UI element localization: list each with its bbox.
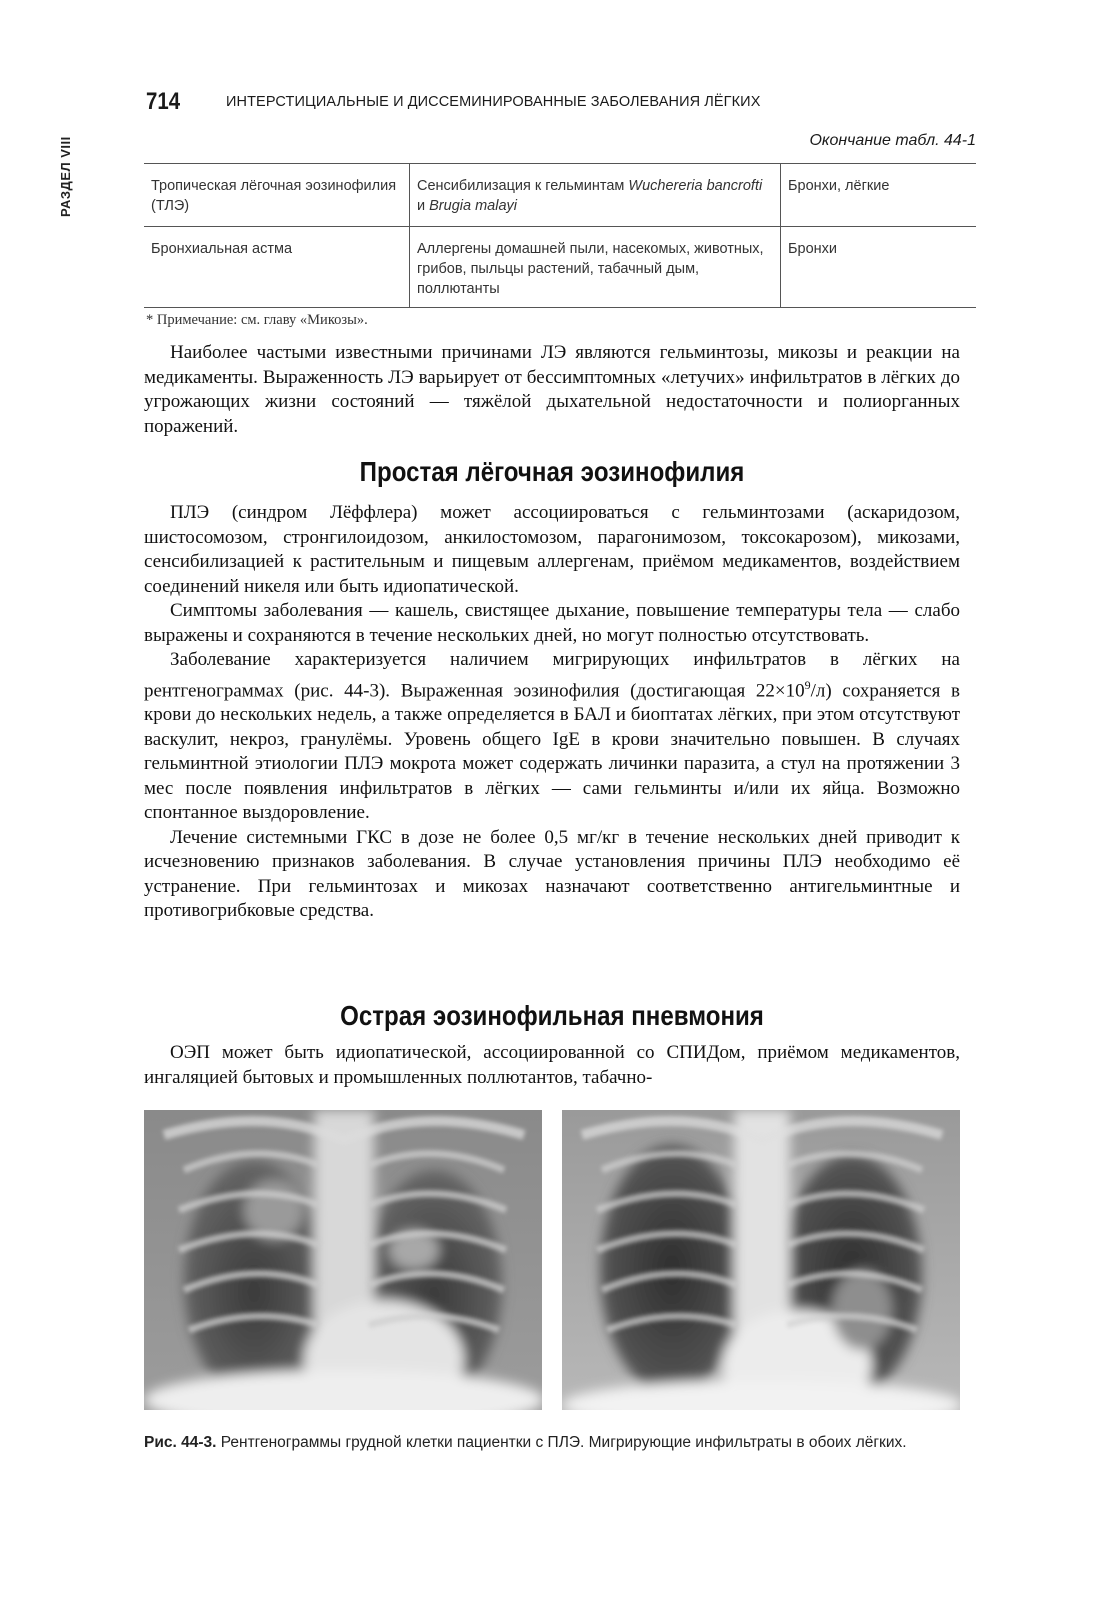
table-cell-organ: Бронхи, лёгкие — [781, 164, 977, 227]
section-side-label: РАЗДЕЛ VIII — [58, 136, 73, 218]
cause-prefix: Сенсибилизация к гельминтам — [417, 178, 629, 194]
table-footnote: * Примечание: см. главу «Микозы». — [146, 312, 368, 328]
paragraph-segment: /л) сохраняется в крови до нескольких недель, а также определяется в БАЛ и биоптатах лёгких, при этом отсутствуют васкулит, некроз, гранулёмы. Уровень общего IgE в крови значительно повышен. В случаях гельминтной этиологии ПЛЭ мокрота может содержать личинки паразита, а стул на протяжении 3 мес после появления инфильтратов в лёгких — сами гельминты и/или их яйца. Возможно спонтанное выздоровление. — [144, 679, 960, 824]
body-paragraph: ПЛЭ (синдром Лёффлера) может ассоциироваться с гельминтозами (аскаридозом, шистосомозом, стронгилоидозом, анкилостомозом, парагонимозом, токсокарозом), микозами, сенсибилизацией к растительным и пищевым аллергенам, приёмом медикаментов, воздействием соединений никеля или быть идиопатической. — [144, 502, 960, 597]
species-name: Brugia malayi — [429, 198, 517, 214]
intro-paragraph-block — [144, 341, 960, 439]
chest-xray-right — [562, 1110, 960, 1410]
table-cell-cause — [410, 164, 781, 227]
table-row — [144, 164, 976, 227]
section-ple-body — [144, 501, 960, 924]
species-name: Wuchereria bancrofti — [628, 178, 763, 194]
body-paragraph: Наиболее частыми известными причинами ЛЭ являются гельминтозы, микозы и реакции на медикаменты. Выраженность ЛЭ варьирует от бессимптомных «летучих» инфильтратов в лёгких до угрожающих жизни состояний — тяжёлой дыхательной недостаточности и полиорганных поражений. — [144, 342, 960, 437]
figure-label: Рис. 44-3. — [144, 1434, 217, 1451]
table-cell-organ: Бронхи — [781, 227, 977, 308]
body-paragraph: Симптомы заболевания — кашель, свистящее дыхание, повышение температуры тела — слабо выражены и сохраняются в течение нескольких дней, но могут полностью отсутствовать. — [144, 600, 960, 646]
body-paragraph — [144, 648, 960, 826]
table-caption: Окончание табл. 44-1 — [809, 132, 976, 149]
table-cell-cause: Аллергены домашней пыли, насекомых, животных, грибов, пыльцы растений, табачный дым, поллютанты — [410, 227, 781, 308]
page-header — [146, 88, 976, 118]
body-paragraph: ОЭП может быть идиопатической, ассоциированной со СПИДом, приёмом медикаментов, ингаляцией бытовых и промышленных поллютантов, табачно- — [144, 1042, 960, 1088]
chest-xray-left — [144, 1110, 542, 1410]
figure-caption — [144, 1432, 962, 1453]
body-paragraph: Лечение системными ГКС в дозе не более 0,5 мг/кг в течение нескольких дней приводит к исчезновению признаков заболевания. В случае установления причины ПЛЭ необходимо её устранение. При гельминтозах и микозах назначают соответственно антигельминтные и противогрибковые средства. — [144, 826, 960, 922]
disease-table — [144, 163, 976, 308]
exponent: 9 — [804, 677, 811, 692]
section-aep-body — [144, 1041, 960, 1090]
table-cell-disease: Тропическая лёгочная эозинофилия (ТЛЭ) — [144, 164, 410, 227]
paragraph-segment: Заболевание характеризуется наличием мигрирующих инфильтратов в лёгких на рентгенограммах (рис. 44-3). Выраженная эозинофилия (достигающая 22×10 — [144, 649, 960, 701]
section-heading-ple: Простая лёгочная эозинофилия — [359, 456, 745, 487]
running-title: ИНТЕРСТИЦИАЛЬНЫЕ И ДИССЕМИНИРОВАННЫЕ ЗАБОЛЕВАНИЯ ЛЁГКИХ — [226, 94, 761, 110]
section-heading-aep: Острая эозинофильная пневмония — [340, 1000, 764, 1031]
table-row — [144, 227, 976, 308]
figure-caption-text: Рентгенограммы грудной клетки пациентки с ПЛЭ. Мигрирующие инфильтраты в обоих лёгких. — [216, 1434, 907, 1451]
page-number: 714 — [146, 88, 181, 115]
cause-conjunction: и — [417, 198, 430, 214]
table-cell-disease: Бронхиальная астма — [144, 227, 410, 308]
